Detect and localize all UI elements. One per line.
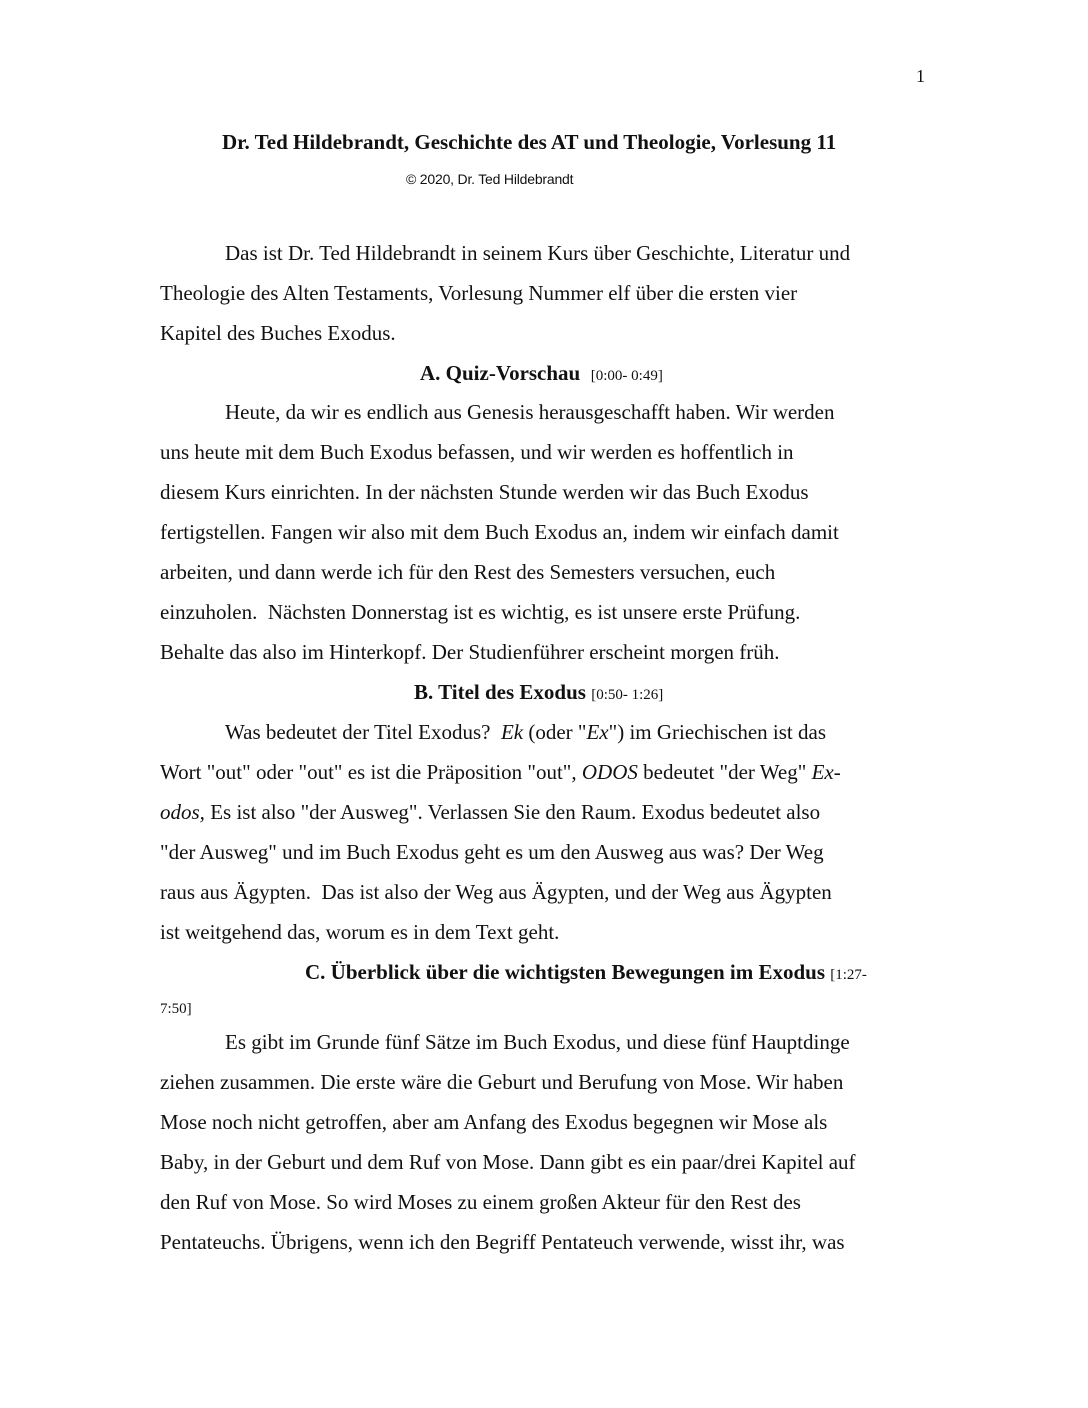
paragraph-line	[160, 800, 820, 824]
paragraph-line	[160, 994, 192, 1021]
text-segment: Kapitel des Buches Exodus.	[160, 321, 396, 345]
paragraph-line	[225, 400, 835, 424]
document-title: Dr. Ted Hildebrandt, Geschichte des AT und Theologie, Vorlesung 11	[222, 130, 837, 154]
text-segment: ist weitgehend das, worum es in dem Text geht.	[160, 920, 560, 944]
text-segment: Es gibt im Grunde fünf Sätze im Buch Exodus, und diese fünf Hauptdinge	[225, 1030, 850, 1054]
paragraph-line	[160, 440, 794, 464]
text-segment: Das ist Dr. Ted Hildebrandt in seinem Kurs über Geschichte, Literatur und	[225, 241, 851, 265]
text-segment: Ek	[500, 720, 524, 744]
text-segment: uns heute mit dem Buch Exodus befassen, und wir werden es hoffentlich in	[160, 440, 794, 464]
text-segment: raus aus Ägypten. Das ist also der Weg aus Ägypten, und der Weg aus Ägypten	[160, 880, 832, 904]
text-segment: C. Überblick über die wichtigsten Bewegungen im Exodus	[305, 960, 831, 984]
text-segment: Ex	[586, 720, 609, 744]
text-segment: Theologie des Alten Testaments, Vorlesung Nummer elf über die ersten vier	[160, 281, 798, 305]
text-segment: einzuholen. Nächsten Donnerstag ist es wichtig, es ist unsere erste Prüfung.	[160, 600, 801, 624]
text-segment: Heute, da wir es endlich aus Genesis herausgeschafft haben. Wir werden	[225, 400, 835, 424]
text-segment: odos,	[160, 800, 205, 824]
paragraph-line	[160, 560, 775, 584]
text-segment: "der Ausweg" und im Buch Exodus geht es um den Ausweg aus was? Der Weg	[160, 840, 824, 864]
paragraph-line	[160, 480, 809, 504]
paragraph-line	[160, 600, 800, 624]
text-segment: den Ruf von Mose. So wird Moses zu einem großen Akteur für den Rest des	[160, 1190, 801, 1214]
text-segment: arbeiten, und dann werde ich für den Rest des Semesters versuchen, euch	[160, 560, 776, 584]
text-segment: bedeutet "der Weg"	[637, 760, 812, 784]
text-segment: (oder "	[523, 720, 587, 744]
text-segment: Ex-	[811, 760, 841, 784]
page-number: 1	[916, 66, 925, 86]
paragraph-line	[160, 1070, 843, 1094]
text-segment: A. Quiz-Vorschau	[420, 361, 591, 385]
text-segment: Es ist also "der Ausweg". Verlassen Sie den Raum. Exodus bedeutet also	[204, 800, 821, 824]
paragraph-line	[160, 840, 824, 864]
paragraph-line	[160, 880, 832, 904]
timestamp: [0:50- 1:26]	[591, 687, 664, 703]
copyright-notice: © 2020, Dr. Ted Hildebrandt	[406, 171, 574, 187]
paragraph-line	[160, 1190, 801, 1214]
paragraph-line	[160, 920, 559, 944]
paragraph-line	[225, 720, 826, 744]
section-heading	[305, 960, 867, 987]
timestamp: [0:00- 0:49]	[590, 368, 663, 384]
text-segment: Baby, in der Geburt und dem Ruf von Mose. Dann gibt es ein paar/drei Kapitel auf	[160, 1150, 856, 1174]
paragraph-line	[225, 241, 850, 265]
paragraph-line	[160, 281, 797, 305]
text-segment: Behalte das also im Hinterkopf. Der Studienführer erscheint morgen früh.	[160, 640, 780, 664]
text-segment: Pentateuchs. Übrigens, wenn ich den Begriff Pentateuch verwende, wisst ihr, was	[160, 1230, 845, 1254]
text-segment: fertigstellen. Fangen wir also mit dem Buch Exodus an, indem wir einfach damit	[160, 520, 839, 544]
timestamp: [1:27-	[830, 967, 867, 983]
text-segment: diesem Kurs einrichten. In der nächsten Stunde werden wir das Buch Exodus	[160, 480, 809, 504]
paragraph-line	[160, 321, 396, 345]
paragraph-line	[160, 640, 780, 664]
text-segment: Was bedeutet der Titel Exodus?	[225, 720, 501, 744]
paragraph-line	[160, 1110, 827, 1134]
section-heading	[414, 680, 663, 707]
paragraph-line	[225, 1030, 850, 1054]
text-segment: Wort "out" oder "out" es ist die Präposition "out",	[160, 760, 582, 784]
paragraph-line	[160, 520, 839, 544]
text-segment: ziehen zusammen. Die erste wäre die Geburt und Berufung von Mose. Wir haben	[160, 1070, 844, 1094]
paragraph-line	[160, 1150, 856, 1174]
text-segment: ODOS	[581, 760, 638, 784]
paragraph-line	[160, 760, 841, 784]
paragraph-line	[160, 1230, 845, 1254]
text-segment: B. Titel des Exodus	[414, 680, 592, 704]
section-heading	[420, 361, 663, 388]
text-segment: Mose noch nicht getroffen, aber am Anfang des Exodus begegnen wir Mose als	[160, 1110, 828, 1134]
text-segment: ") im Griechischen ist das	[608, 720, 826, 744]
timestamp: 7:50]	[160, 1001, 192, 1017]
